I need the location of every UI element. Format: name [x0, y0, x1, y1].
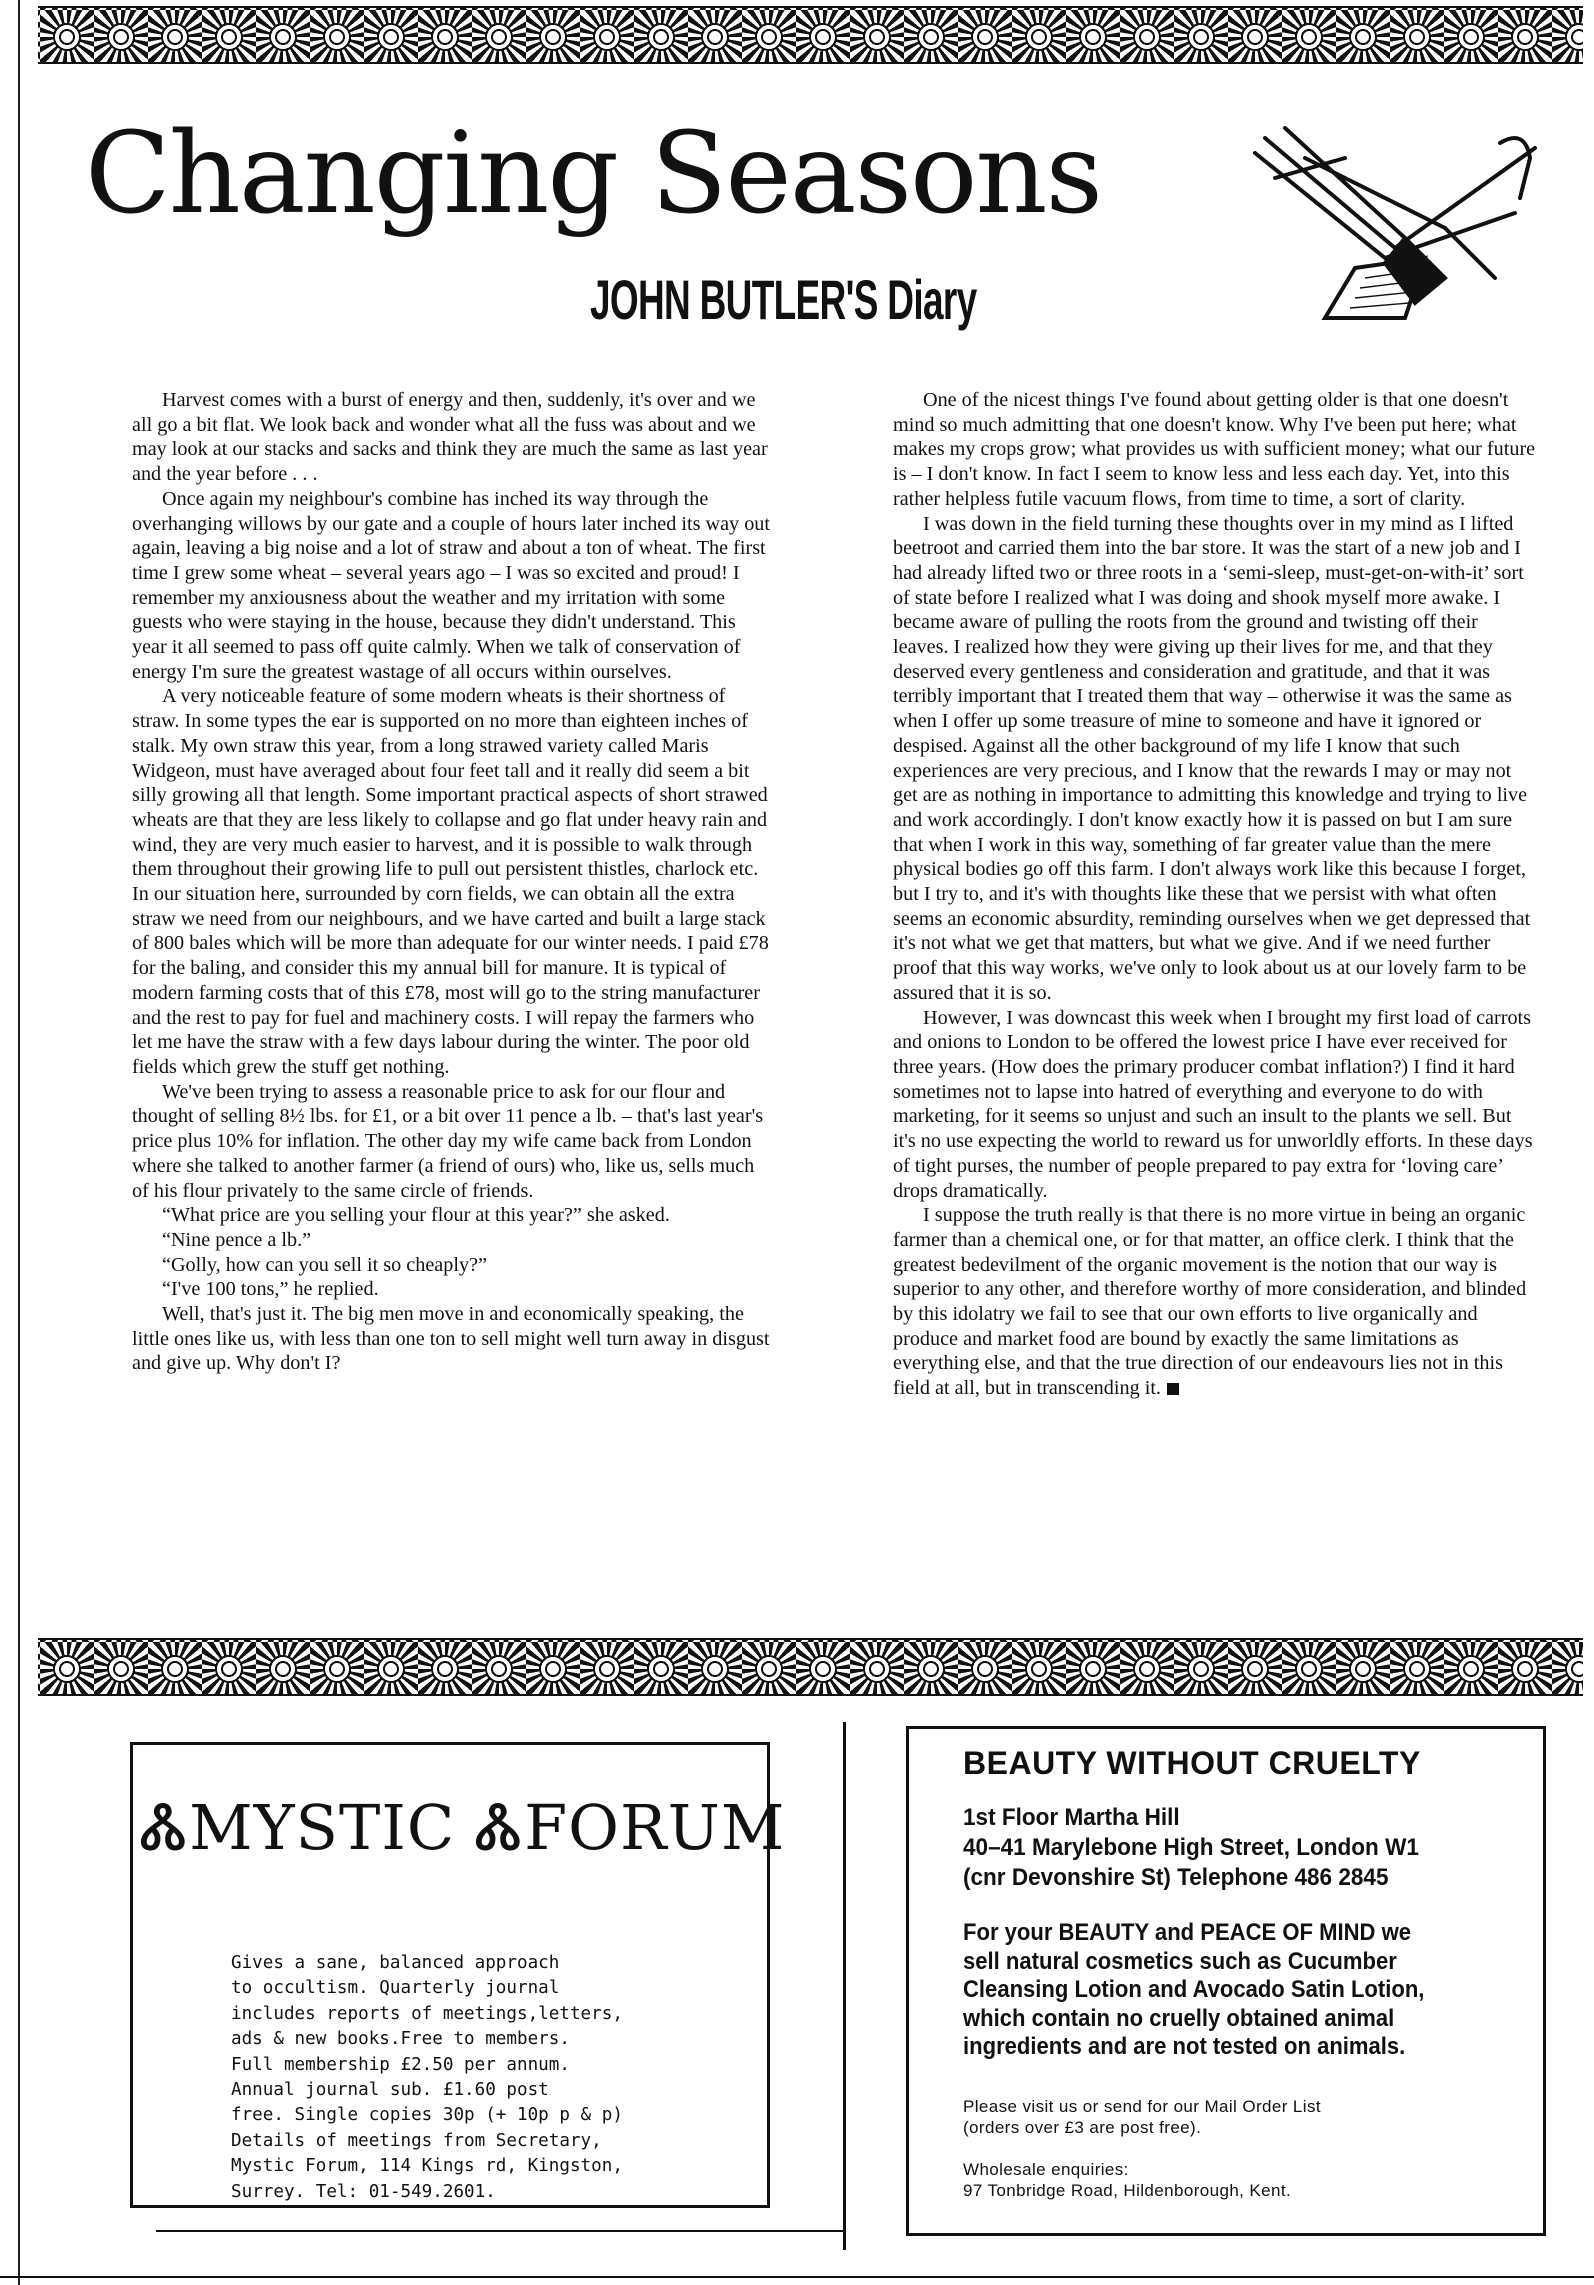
beauty-ad-address — [963, 1803, 1459, 1893]
paragraph: A very noticeable feature of some modern wheats is their shortness of straw. In some types the ear is supported on no more than eighteen inches of stalk. My own straw this year, from a long strawed variety called Maris Widgeon, must have averaged about four feet tall and it really did seem a bit silly growing all that length. Some important practical aspects of short strawed wheats are that they are less likely to collapse and go flat under heavy rain and wind, they are very much easier to harvest, and it is possible to walk through them throughout their growing life to pull out persistent thistles, charlock etc. In our situation here, surrounded by corn fields, we can obtain all the extra straw we need from our neighbours, and we have carted and built a large stack of 800 bales which will be more than adequate for our winter needs. I paid £78 for the baling, and consider this my annual bill for manure. It is typical of modern farming costs that of this £78, most will go to the string manufacturer and the rest to pay for fuel and machinery costs. I will repay the farmers who let me have the straw with a few days labour during the winter. The poor old fields which grew the stuff get nothing. — [132, 685, 769, 1078]
beauty-without-cruelty-ad — [906, 1726, 1546, 2236]
beauty-ad-title: BEAUTY WITHOUT CRUELTY — [963, 1745, 1421, 1781]
beauty-ad-mail-order — [963, 2096, 1321, 2138]
wholesale-line: 97 Tonbridge Road, Hildenborough, Kent. — [963, 2181, 1292, 2200]
address-line: (cnr Devonshire St) Telephone 486 2845 — [963, 1864, 1389, 1891]
address-line: 1st Floor Martha Hill — [963, 1804, 1180, 1831]
paragraph: However, I was downcast this week when I brought my first load of carrots and onions to London to be offered the lowest price I have ever received for three years. (How does the primary producer combat inflation?) I find it hard sometimes not to lapse into hatred of everything and everyone to do with marketing, for it seems so unjust and such an insult to the plants we sell. But it's no use expecting the world to reward us for unworldly efforts. In these days of tight purses, the number of people prepared to pay extra for ‘loving care’ drops dramatically. — [893, 1006, 1533, 1202]
paragraph: I was down in the field turning these thoughts over in my mind as I lifted beetroot and carried them into the bar store. It was the start of a new job and I had already lifted two or three roots in a ‘semi-sleep, must-get-on-with-it’ sort of state before I realized what I was doing and shook myself more awake. I became aware of pulling the roots from the ground and twisting off their leaves. I realized how they were giving up their lives for me, and that they deserved every gentleness and consideration and gratitude, and that it was terribly important that I treated them that way – otherwise it was the same as when I offer up some treasure of mine to someone and have it ignored or despised. Against all the other background of my life I know that such experiences are very precious, and I know that the rewards I may or may not get are as nothing in importance to admitting this knowledge and trying to live and work accordingly. I don't know exactly how it is passed on but I am sure that when I work in this way, something of far greater value than the mere physical bodies go off this farm. I don't always work like this because I forget, but I try to, and it's with thoughts like these that we persist with what often seems an economic absurdity, reminding ourselves when we get depressed that it's not what we get that matters, but what we give. And if we need further proof that this way works, we've only to look about us at our lovely farm to be assured that it is so. — [893, 512, 1531, 1004]
wholesale-line: Wholesale enquiries: — [963, 2160, 1129, 2179]
paragraph: Once again my neighbour's combine has inched its way through the overhanging willows by our gate and a couple of hours later inched its way out again, leaving a big noise and a lot of straw and about a ton of wheat. The first time I grew some wheat – several years ago – I was so excited and proud! I remember my anxiousness about the weather and my irritation with some guests who were staying in the house, because they didn't understand. This year it all seemed to pass off quite calmly. When we talk of conservation of energy I'm sure the greatest wastage of all occurs within ourselves. — [132, 487, 770, 683]
farm-tools-illustration-icon — [1245, 118, 1545, 343]
decorative-border-top — [38, 6, 1583, 64]
mystic-forum-title: ᏜMYSTIC ᏜFORUM — [141, 1791, 786, 1864]
pitch-line: which contain no cruelly obtained animal — [963, 2004, 1395, 2032]
paragraph: “Golly, how can you sell it so cheaply?” — [162, 1253, 487, 1276]
pitch-line: ingredients and are not tested on animals. — [963, 2033, 1406, 2060]
beauty-ad-pitch — [963, 1919, 1523, 2062]
pitch-line: For your BEAUTY and PEACE OF MIND we — [963, 1919, 1411, 1946]
decorative-border-middle — [38, 1638, 1583, 1696]
article-subtitle: JOHN BUTLER'S Diary — [590, 268, 977, 331]
article-title: Changing Seasons — [85, 109, 1101, 239]
mail-order-line: (orders over £3 are post free). — [963, 2118, 1202, 2137]
paragraph — [893, 1203, 1538, 1401]
paragraph: “What price are you selling your flour at this year?” she asked. — [162, 1204, 670, 1227]
mystic-forum-ad — [130, 1742, 786, 2208]
end-of-article-mark-icon — [1167, 1383, 1179, 1395]
pitch-line: Cleansing Lotion and Avocado Satin Lotion, — [963, 1976, 1425, 2003]
address-line: 40–41 Marylebone High Street, London W1 — [963, 1834, 1419, 1861]
paragraph: “I've 100 tons,” he replied. — [162, 1278, 379, 1301]
page-left-rule — [18, 0, 20, 2285]
mystic-forum-body: Gives a sane, balanced approach to occultism. Quarterly journal includes reports of meetings,letters, ads & new books.Free to members. Full membership £2.50 per annum. Annual journal sub. £1.60 post free. Single copies 30p (+ 10p p & p) Details of meetings from Secretary, Mystic Forum, 114 Kings rd, Kingston, Surrey. Tel: 01-549.2601. — [231, 1953, 623, 2202]
pitch-line: sell natural cosmetics such as Cucumber — [963, 1947, 1397, 1975]
ads-divider — [843, 1722, 846, 2250]
paragraph: We've been trying to assess a reasonable price to ask for our flour and thought of selling 8½ lbs. for £1, or a bit over 11 pence a lb. – that's last year's price plus 10% for inflation. The other day my wife came back from London where she talked to another farmer (a friend of ours) who, like us, sells much of his flour privately to the same circle of friends. — [132, 1080, 764, 1202]
paragraph: One of the nicest things I've found about getting older is that one doesn't mind so much admitting that one doesn't know. Why I've been put here; what makes my crops grow; what provides us with sufficient money; what our future is – I don't know. In fact I seem to know less and less each day. Yet, into this rather helpless futile vacuum flows, from time to time, a sort of clarity. — [893, 389, 1536, 510]
paragraph-text: I suppose the truth really is that there is no more virtue in being an organic farmer than a chemical one, or for that matter, an office clerk. I think that the greatest bedevilment of the organic movement is the notion that our way is superior to any other, and therefore worthy of more consideration, and blinded by this idolatry we fail to see that our own efforts to live organically and produce and market food are bound by exactly the same limitations as everything else, and that the true direction of our endeavours lies not in this field at all, but in transcending it. — [893, 1204, 1527, 1400]
beauty-ad-wholesale — [963, 2159, 1291, 2201]
article-column-right — [893, 388, 1538, 1401]
paragraph: “Nine pence a lb.” — [162, 1228, 312, 1251]
mystic-forum-underline — [156, 2230, 846, 2232]
page-bottom-rule — [0, 2276, 1594, 2278]
article-column-left — [132, 388, 772, 1376]
paragraph: Harvest comes with a burst of energy and then, suddenly, it's over and we all go a bit flat. We look back and wonder what all the fuss was about and we may look at our stacks and sacks and think they are much the same as last year and the year before . . . — [132, 389, 768, 486]
mail-order-line: Please visit us or send for our Mail Order List — [963, 2097, 1321, 2116]
paragraph: Well, that's just it. The big men move in and economically speaking, the little ones like us, with less than one ton to sell might well turn away in disgust and give up. Why don't I? — [132, 1303, 770, 1375]
